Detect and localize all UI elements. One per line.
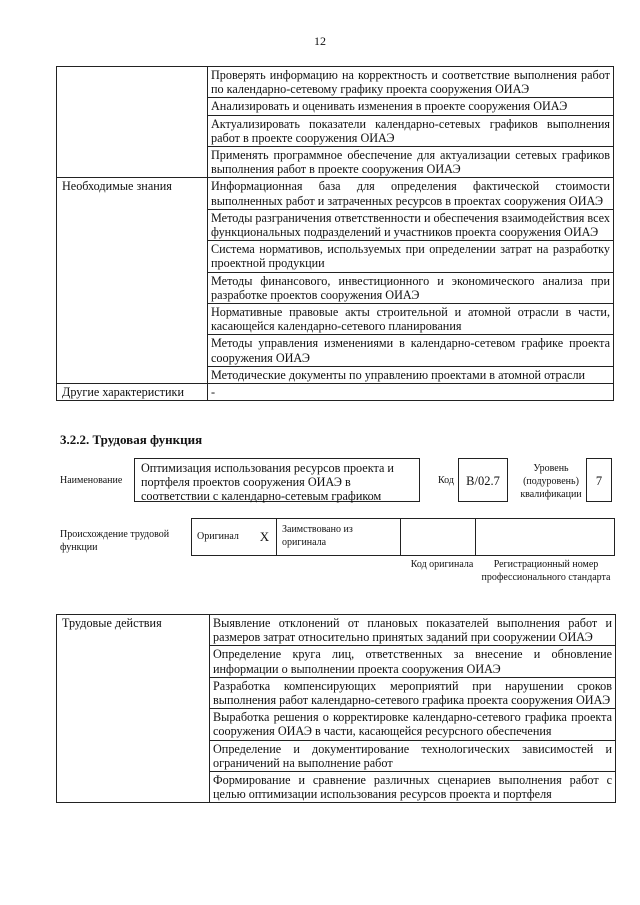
- list-item: Методы управления изменениями в календарно-сетевом графике проекта сооружения ОИАЭ: [208, 335, 614, 366]
- registration-number-caption: Регистрационный номер профессионального стандарта: [481, 559, 611, 583]
- name-label: Наименование: [60, 475, 123, 486]
- list-item: Методы разграничения ответственности и обеспечения взаимодействия всех функциональных подразделений и участников проекта сооружения ОИАЭ: [208, 209, 614, 240]
- list-item: -: [208, 384, 614, 401]
- qualification-level-field: 7: [586, 458, 612, 502]
- original-code-cell: [401, 519, 476, 555]
- origin-row: [191, 518, 615, 556]
- list-item: Система нормативов, используемых при определении затрат на разработку проектной продукции: [208, 241, 614, 272]
- list-item: Методические документы по управлению проектами в атомной отрасли: [208, 366, 614, 383]
- labor-actions-table: [56, 614, 616, 803]
- list-item: Применять программное обеспечение для актуализации сетевых графиков выполнения работ в проекте сооружения ОИАЭ: [208, 147, 614, 178]
- list-item: Формирование и сравнение различных сценариев выполнения работ с целью оптимизации использования ресурсов проекта и портфеля: [210, 772, 616, 803]
- list-item: Актуализировать показатели календарно-сетевых графиков выполнения работ в проекте сооружения ОИАЭ: [208, 115, 614, 146]
- table-row: [57, 67, 614, 98]
- list-item: Анализировать и оценивать изменения в проекте сооружения ОИАЭ: [208, 98, 614, 115]
- row-label: Другие характеристики: [57, 384, 208, 401]
- table-row: [57, 178, 614, 209]
- list-item: Информационная база для определения фактической стоимости выполненных работ и затраченных ресурсов в проектах сооружения ОИАЭ: [208, 178, 614, 209]
- borrowed-label: Заимствовано из оригинала: [277, 519, 401, 555]
- list-item: Выявление отклонений от плановых показателей выполнения работ и размеров затрат относительно принятых заданий при сооружении ОИАЭ: [210, 615, 616, 646]
- list-item: Методы финансового, инвестиционного и экономического анализа при разработке проектов сооружения ОИАЭ: [208, 272, 614, 303]
- original-mark: X: [253, 519, 277, 555]
- original-label: Оригинал: [197, 531, 239, 542]
- section-heading: 3.2.2. Трудовая функция: [60, 432, 203, 447]
- function-name-field: Оптимизация использования ресурсов проекта и портфеля проектов сооружения ОИАЭ в соответствии с календарно-сетевым графиком: [134, 458, 420, 502]
- row-label: Трудовые действия: [57, 615, 210, 803]
- page-number: 12: [314, 34, 326, 48]
- origin-label: Происхождение трудовой функции: [60, 529, 170, 553]
- row-label: Необходимые знания: [57, 178, 208, 384]
- table-row: [57, 615, 616, 646]
- level-label: Уровень (подуровень) квалификации: [520, 463, 582, 500]
- code-original-caption: Код оригинала: [410, 559, 474, 570]
- list-item: Выработка решения о корректировке календарно-сетевого графика проекта сооружения ОИАЭ в части, касающейся ресурсного обеспечения: [210, 709, 616, 740]
- skills-table: [56, 66, 614, 401]
- code-label: Код: [438, 475, 454, 486]
- list-item: Разработка компенсирующих мероприятий при нарушении сроков выполнения работ календарно-сетевого графика проекта сооружения ОИАЭ: [210, 677, 616, 708]
- list-item: Нормативные правовые акты строительной и атомной отрасли в части, касающейся календарно-сетевого планирования: [208, 304, 614, 335]
- list-item: Проверять информацию на корректность и соответствие выполнения работ по календарно-сетевому графику проекта сооружения ОИАЭ: [208, 67, 614, 98]
- function-code-field: B/02.7: [458, 458, 508, 502]
- table-row: [57, 384, 614, 401]
- list-item: Определение и документирование технологических зависимостей и ограничений на выполнение работ: [210, 740, 616, 771]
- list-item: Определение круга лиц, ответственных за внесение и обновление информации о выполнении проекта сооружения ОИАЭ: [210, 646, 616, 677]
- row-label: [57, 67, 208, 178]
- registration-number-cell: [476, 519, 614, 555]
